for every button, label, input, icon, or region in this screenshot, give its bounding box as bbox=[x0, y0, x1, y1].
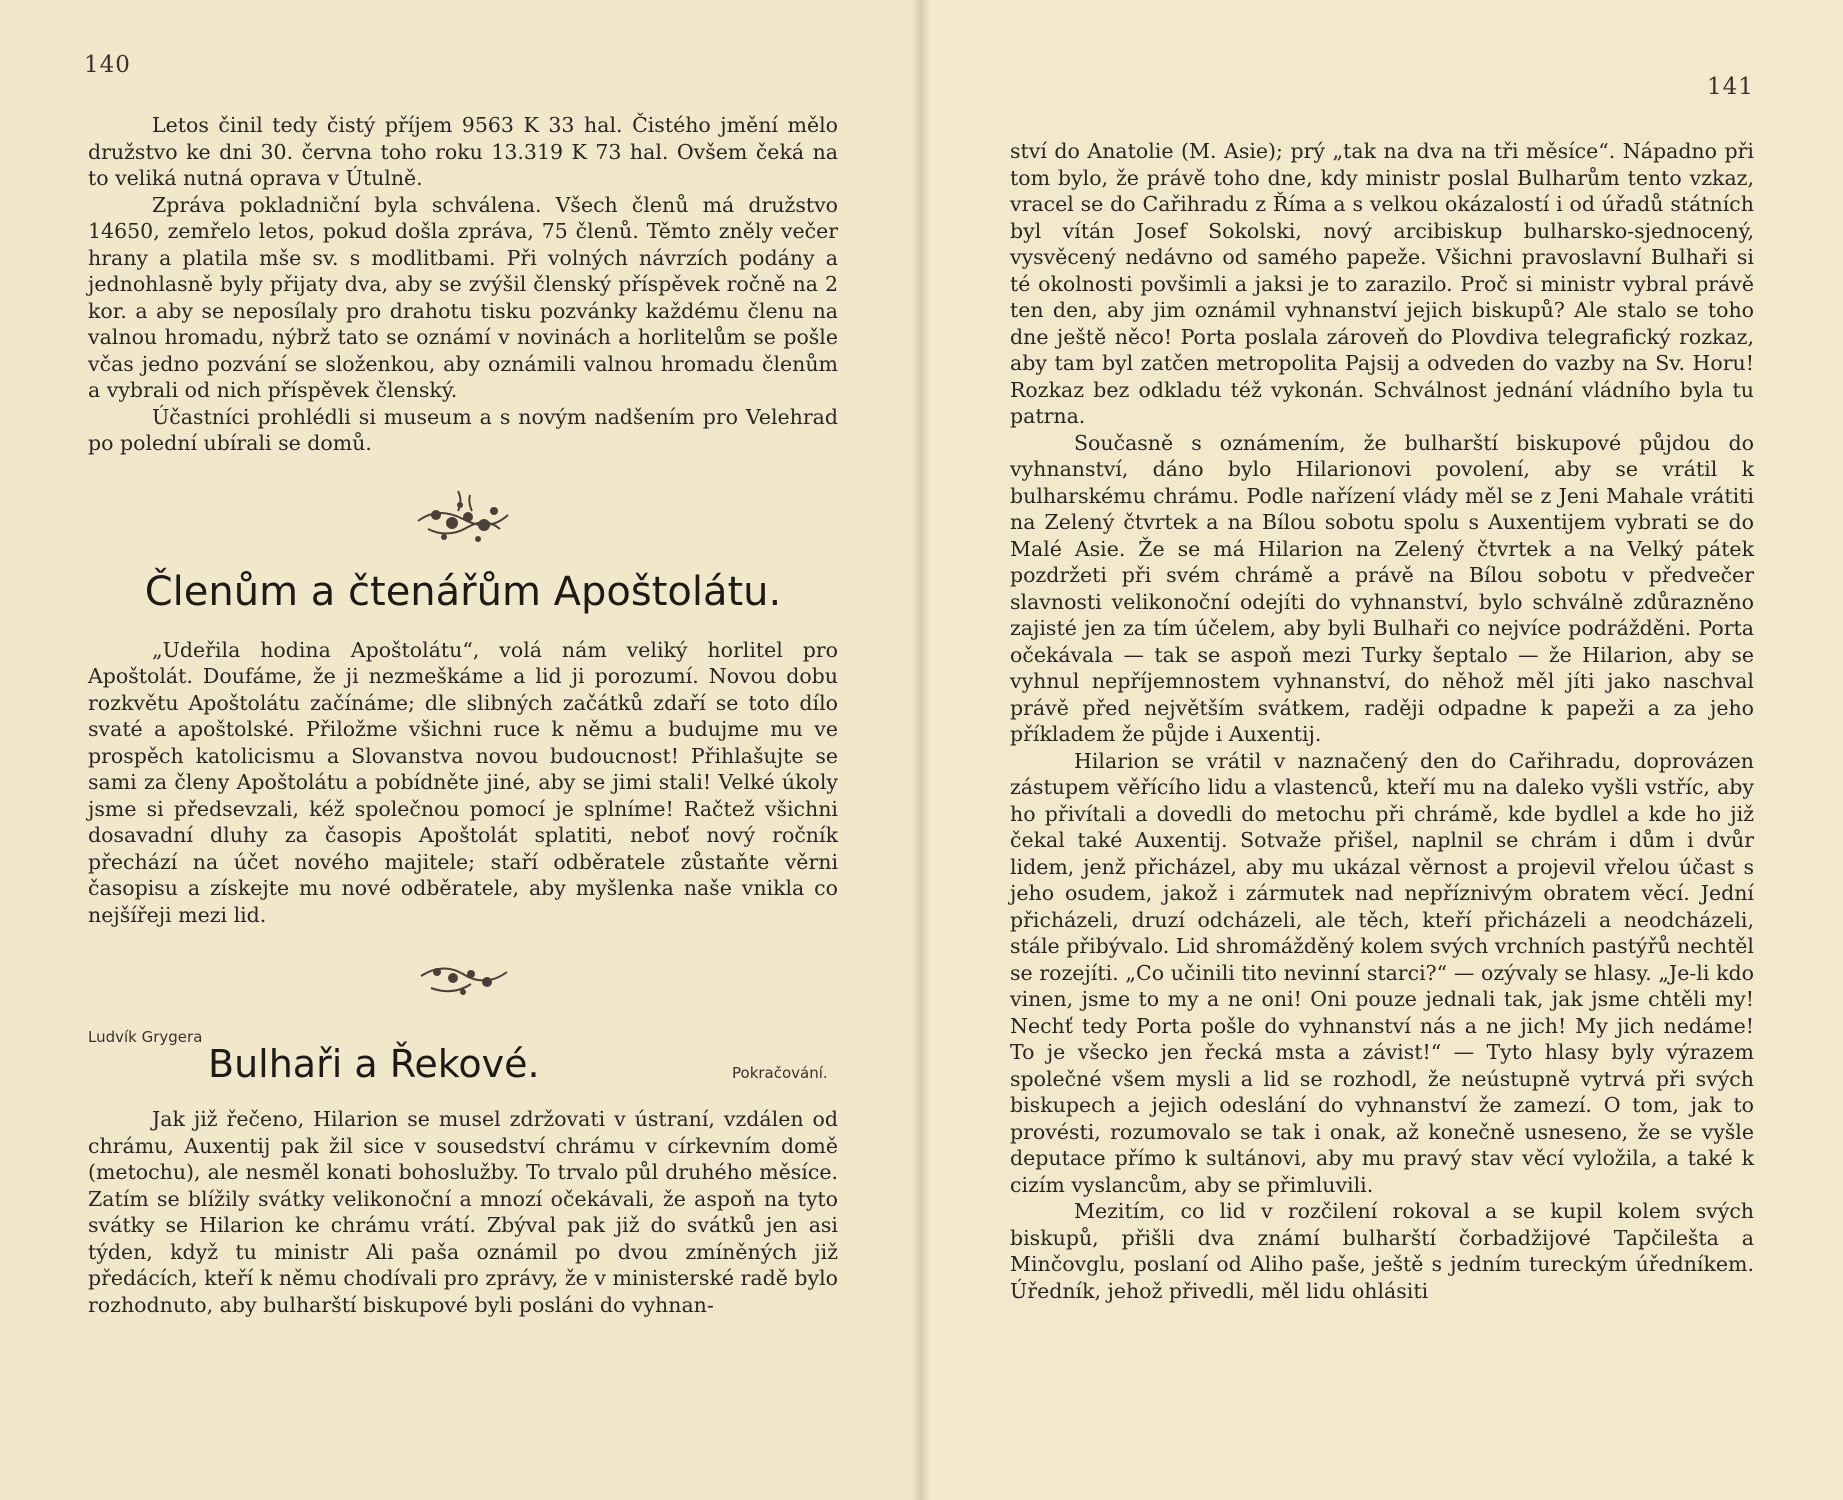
section-title-bulhari: Bulhaři a Řekové. bbox=[208, 1042, 540, 1086]
article-paragraph: Jak již řečeno, Hilarion se musel zdržovati v ústraní, vzdálen od chrámu, Auxentij pak žil sice v sousedství chrámu v církevním domě (metochu), ale nesměl konati bohoslužby. To trvalo půl druhého měsíce. Zatím se blížily svátky velikonoční a mnozí očekávali, že aspoň na tyto svátky se Hilarion ke chrámu vrátí. Zbýval pak již do svátků jen asi týden, když tu ministr Ali paša oznámil po dvou zmíněných již předácích, kteří k němu chodívali pro zprávy, že v ministerské radě bylo rozhodnuto, aby bulharští biskupové byli posláni do vyhnan- bbox=[88, 1107, 838, 1317]
author-name: Ludvík Grygera bbox=[88, 1028, 203, 1046]
apostolat-paragraph: „Udeřila hodina Apoštolátu“, volá nám veliký horlitel pro Apoštolát. Doufáme, že ji nezmeškáme a lid ji porozumí. Novou dobu rozkvětu Apoštolátu začínáme; dle slibných začátků zdaří se toto dílo svaté a apoštolské. Přiložme všichni ruce k němu a budujme mu ve prospěch katolicismu a Slovanstva novou budoucnost! Přihlašujte se sami za členy Apoštolátu a pobídněte jiné, aby se jimi stali! Velké úkoly jsme si předsevzali, kéž společnou pomocí je splníme! Račtež všichni dosavadní dluhy za časopis Apoštolát splatiti, neboť nový ročník přechází na účet nového majitele; staří odběratele zůstaňte věrni časopisu a získejte mu nové odběratele, aby myšlenka naše vnikla co nejšířeji mezi lid. bbox=[88, 637, 838, 927]
left-column bbox=[88, 112, 838, 1318]
article-paragraph: Mezitím, co lid v rozčilení rokoval a se kupil kolem svých biskupů, přišli dva známí bulharští čorbadžijové Tapčilešta a Minčovglu, poslaní od Aliho paše, ještě s jedním tureckým úředníkem. Úředník, jehož přivedli, měl lidu ohlásiti bbox=[1010, 1199, 1754, 1303]
article-paragraph: Hilarion se vrátil v naznačený den do Cařihradu, doprovázen zástupem věřícího lidu a vlastenců, kteří mu na daleko vyšli vstříc, aby ho přivítali a dovedli do metochu při chrámě, kde bydlel a kde ho již čekal také Auxentij. Sotvaže přišel, naplnil se chrám i dům i dvůr lidem, jenž přicházel, aby mu ukázal věrnost a projevil vřelou účast s jeho osudem, jakož i zármutek nad nepříznivým obratem věcí. Jední přicházeli, druzí odcházeli, ale těch, kteří přicházeli a neodcházeli, stále přibývalo. Lid shromážděný kolem svých vrchních pastýřů nechtěl se rozejíti. „Co učinili tito nevinní starci?“ — ozývaly se hlasy. „Je-li kdo vinen, jsme to my a ne oni! Oni pouze jednali tak, jak jsme chtěli my! Nechť tedy Porta pošle do vyhnanství nás a ne jich! My jich nedáme! To je všecko jen řecká msta a závist!“ — Tyto hlasy byly výrazem společné všem mysli a lid se rozhodl, že neústupně vytrvá při svých biskupech a jejich odeslání do vyhnanství že zamezí. O tom, jak to provésti, rozumovalo se tak i onak, až konečně usneseno, že se vyšle deputace přímo k sultánovi, aby mu pravý stav věcí vyložila, a také k cizím vyslancům, aby se přimluvili. bbox=[1010, 748, 1754, 1197]
article-paragraph: ství do Anatolie (M. Asie); prý „tak na dva na tři měsíce“. Nápadno při tom bylo, že právě toho dne, kdy ministr poslal Bulharům tento vzkaz, vracel se do Cařihradu z Říma a s velkou okázalostí i od úřadů státních byl vítán Josef Sokolski, nový arcibiskup bulharsko-sjednocený, vysvěcený nedávno od samého papeže. Všichni pravoslavní Bulhaři si té okolnosti povšimli a jaksi je to zarazilo. Proč si ministr vybral právě ten den, aby jim oznámil vyhnanství jejich biskupů? Ale stalo se toho dne ještě něco! Porta poslala zároveň do Plovdiva telegrafický rozkaz, aby tam byl zatčen metropolita Pajsij a odveden do vazby na Sv. Horu! Rozkaz bez odkladu též vykonán. Schválnost jednání vládního byla tu patrna. bbox=[1010, 139, 1754, 428]
book-gutter bbox=[912, 0, 930, 1500]
continued-note: Pokračování. bbox=[732, 1064, 828, 1082]
article-paragraph: Současně s oznámením, že bulharští biskupové půjdou do vyhnanství, dáno bylo Hilarionovi povolení, aby se vrátil k bulharskému chrámu. Podle nařízení vlády měl se z Jeni Mahale vrátiti na Zelený čtvrtek a na Bílou sobotu spolu s Auxentijem vybrati se do Malé Asie. Že se má Hilarion na Zelený čtvrtek a na Velký pátek pozdržeti při svém chrámě a právě na Bílou sobotu v předvečer slavnosti velikonoční odejíti do vyhnanství, bylo schválně zdůrazněno zajisté jen za tím účelem, aby byli Bulhaři co nejvíce podrážděni. Porta očekávala — tak se aspoň mezi Turky šeptalo — že Hilarion, aby se vyhnul nepříjemnostem vyhnanství, do něhož měl jíti jako naschval právě před největším svátkem, raději odpadne k papeži a za jeho příkladem že půjde i Auxentij. bbox=[1010, 430, 1754, 746]
right-column bbox=[1010, 138, 1754, 1304]
report-paragraph: Účastníci prohlédli si museum a s novým nadšením pro Velehrad po polední ubírali se domů. bbox=[88, 404, 838, 455]
article-header bbox=[88, 1020, 838, 1100]
report-paragraph: Letos činil tedy čistý příjem 9563 K 33 hal. Čistého jmění mělo družstvo ke dni 30. června toho roku 13.319 K 73 hal. Ovšem čeká na to veliká nutná oprava v Útulně. bbox=[88, 113, 838, 190]
page-number-left: 140 bbox=[84, 52, 131, 78]
floral-ornament-icon bbox=[413, 948, 513, 1004]
floral-ornament-icon bbox=[408, 481, 518, 551]
section-title-apostolat: Členům a čtenářům Apoštolátu. bbox=[144, 568, 782, 615]
report-paragraph: Zpráva pokladniční byla schválena. Všech členů má družstvo 14650, zemřelo letos, pokud došla zpráva, 75 členů. Těmto zněly večer hrany a platila mše sv. s modlitbami. Při volných návrzích podány a jednohlasně byly přijaty dva, aby se zvýšil členský příspěvek ročně na 2 kor. a aby se neposílaly pro drahotu tisku pozvánky každému členu na valnou hromadu, nýbrž tato se oznámí v novinách a horlitelům se pošle včas jedno pozvání se složenkou, aby oznámili valnou hromadu členům a vybrali od nich příspěvek členský. bbox=[88, 192, 838, 402]
page-number-right: 141 bbox=[1707, 74, 1754, 100]
